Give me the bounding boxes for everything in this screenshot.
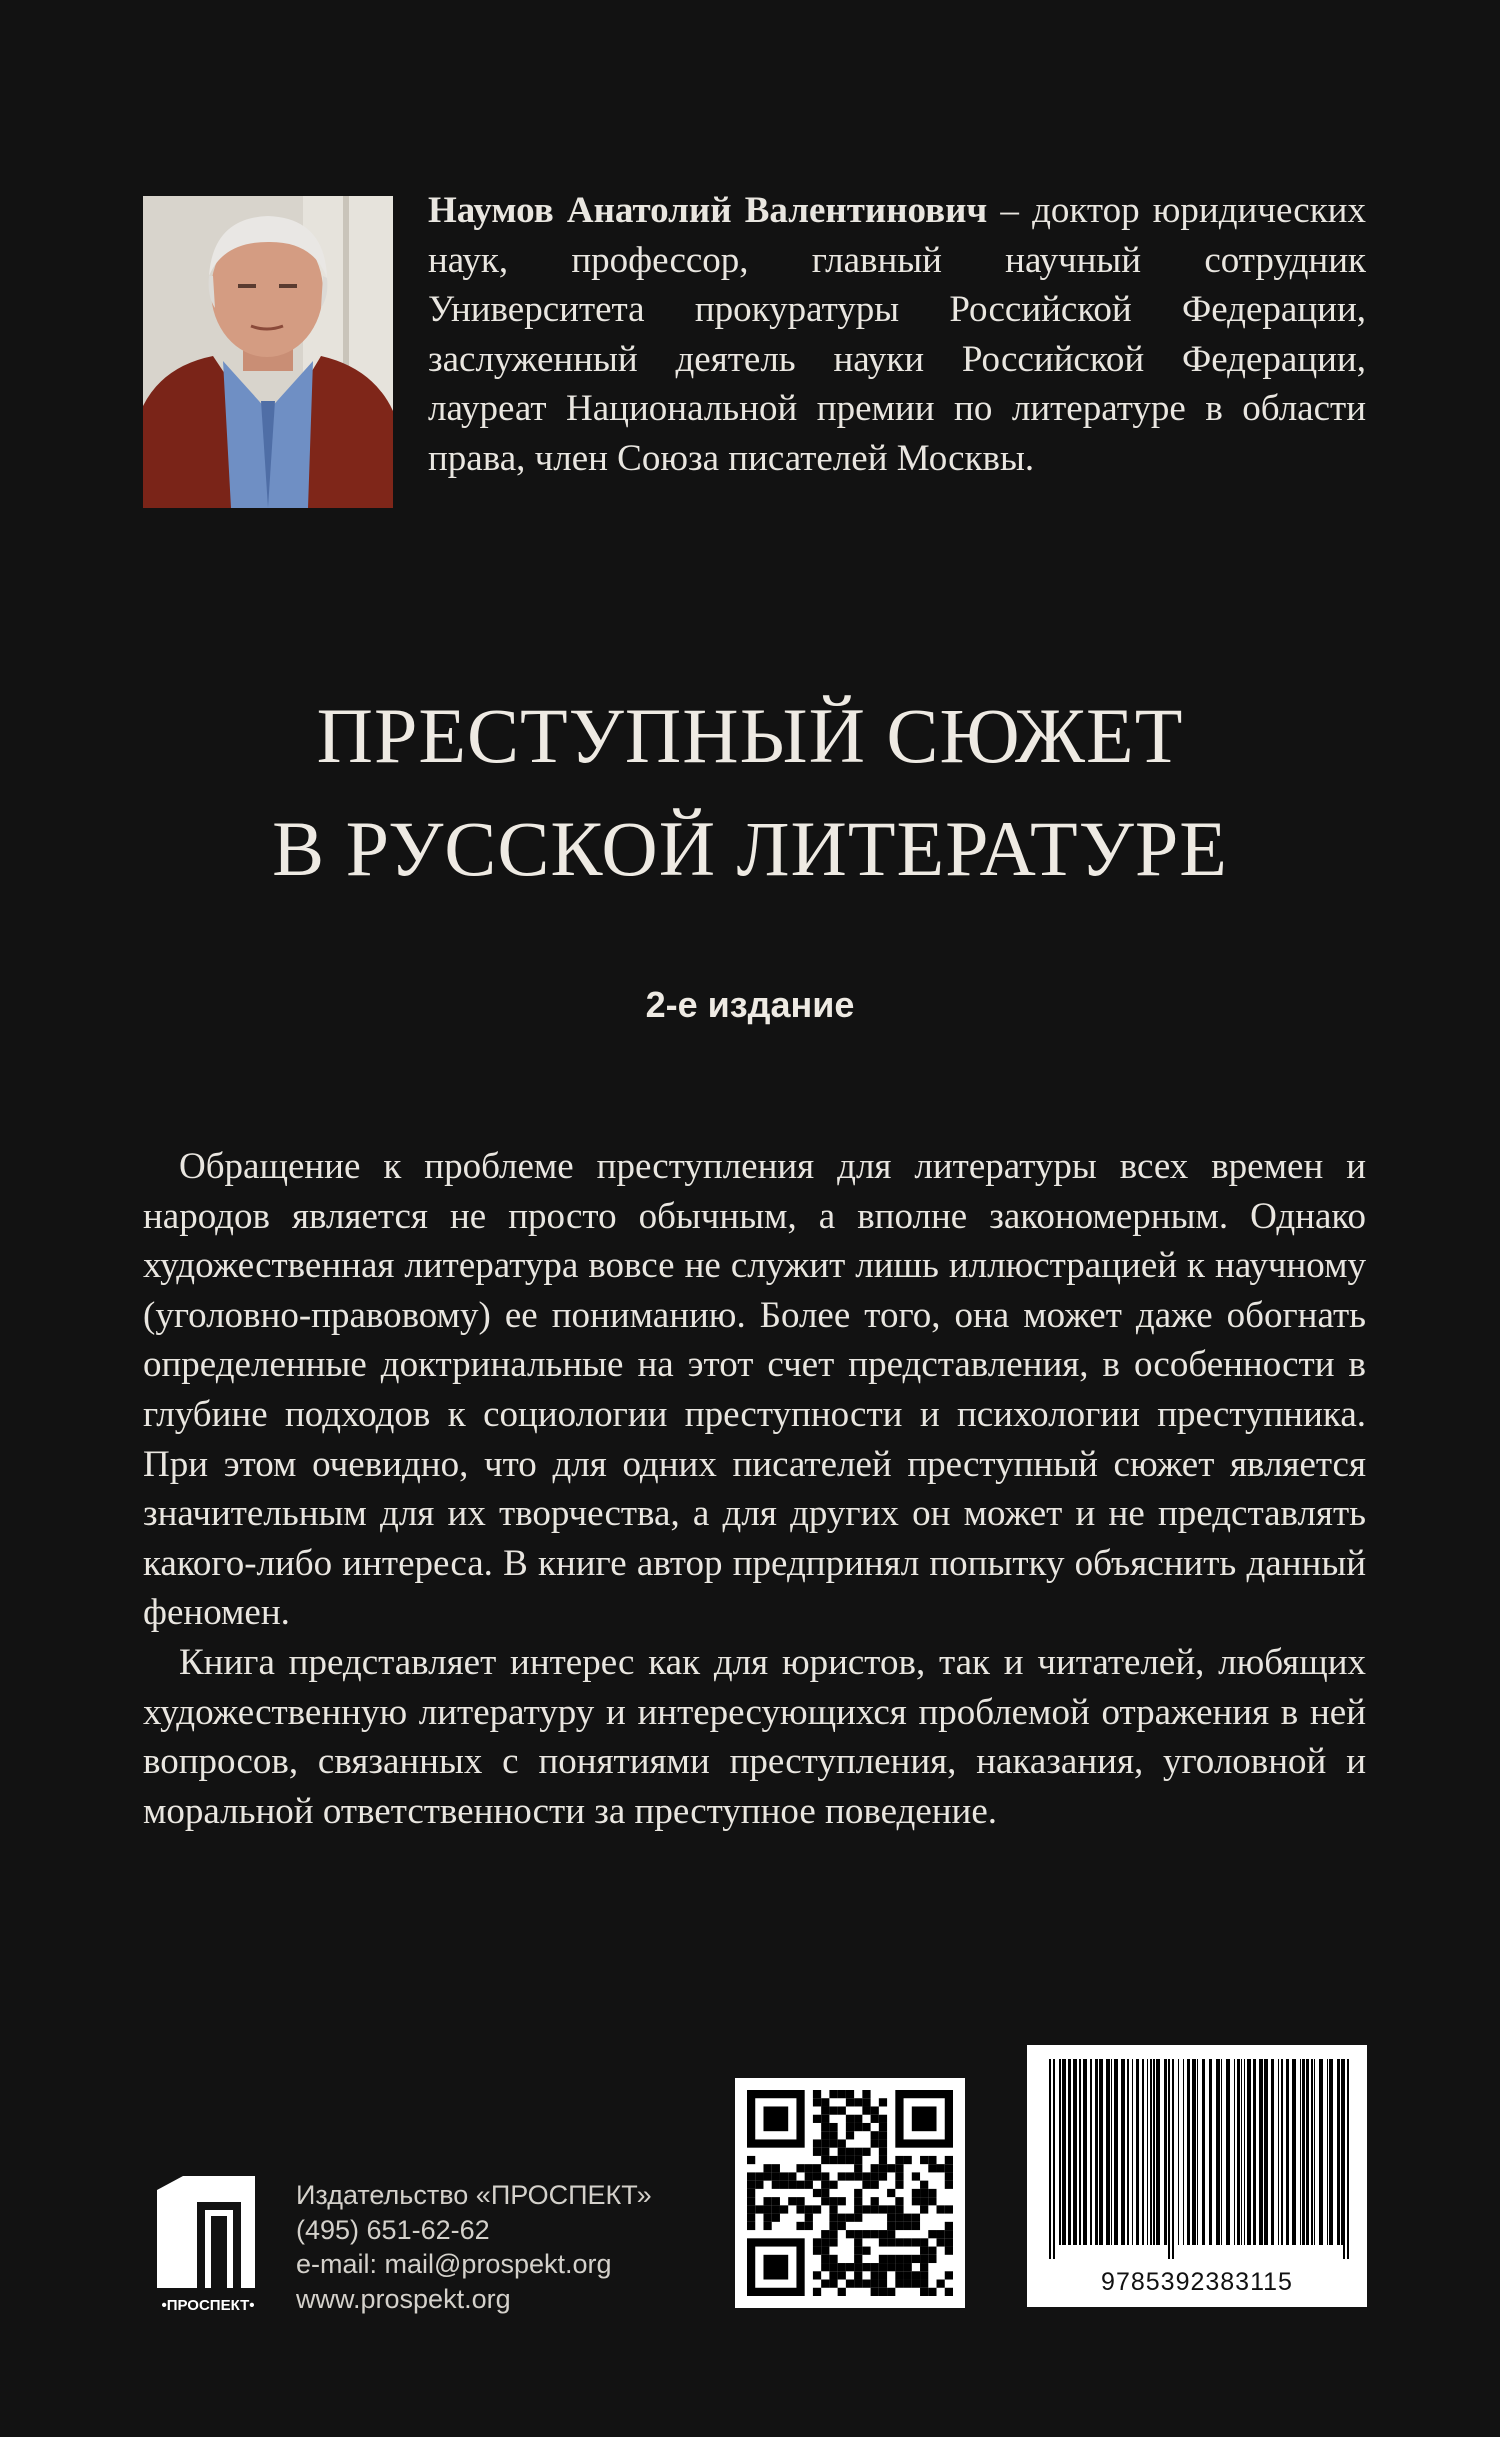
publisher-phone: (495) 651-62-62 [296,2214,490,2245]
publisher-name: Издательство «ПРОСПЕКТ» [296,2180,652,2210]
publisher-email: e-mail: mail@prospekt.org [296,2249,612,2279]
description-paragraph-1: Обращение к проблеме преступления для литературы всех времен и народов является не просто обычным, а вполне закономерным. Однако художественная литература вовсе не служит лишь иллюстрацией к научному (уголовно-правовому) ее пониманию. Более того, она может даже обогнать определенные доктринальные на этот счет представления, в особенности в глубине подходов к социологии преступности и психологии преступника. При этом очевидно, что для одних писателей преступный сюжет является значительным для их творчества, а для других он может и не представлять какого-либо интереса. В книге автор предпринял попытку объяснить данный феномен. [143,1146,1366,1634]
author-photo [143,196,393,508]
publisher-logo [143,2172,273,2316]
book-title-line-2: В РУССКОЙ ЛИТЕРАТУРЕ [272,805,1228,892]
edition-label: 2-е издание [645,984,855,1025]
barcode-bars [1027,2045,1367,2265]
qr-code-pattern [735,2078,965,2308]
publisher-website: www.prospekt.org [296,2283,511,2314]
book-description [143,1142,1366,1836]
isbn-number: 9785392383115 [1101,2268,1293,2296]
author-name: Наумов Анатолий Валентинович [428,190,988,231]
author-portrait-image [143,196,393,508]
publisher-info [296,2178,652,2316]
author-bio [428,186,1366,483]
isbn-barcode [1027,2045,1367,2307]
author-bio-text: – доктор юридических наук, профессор, главный научный сотрудник Университета прокуратуры Российской Федерации, заслуженный деятель науки Российской Федерации, лауреат Национальной премии по литературе в области права, член Союза писателей Москвы. [428,190,1366,479]
qr-code [735,2078,965,2308]
book-title-line-1: ПРЕСТУПНЫЙ СЮЖЕТ [316,692,1184,779]
publisher-logo-label: •ПРОСПЕКТ• [161,2297,255,2314]
description-paragraph-2: Книга представляет интерес как для юристов, так и читателей, любящих художественную литературу и интересующихся проблемой отражения в ней вопросов, связанных с понятиями преступления, наказания, уголовной и моральной ответственности за преступное поведение. [143,1641,1366,1832]
publisher-logo-icon [143,2172,273,2316]
